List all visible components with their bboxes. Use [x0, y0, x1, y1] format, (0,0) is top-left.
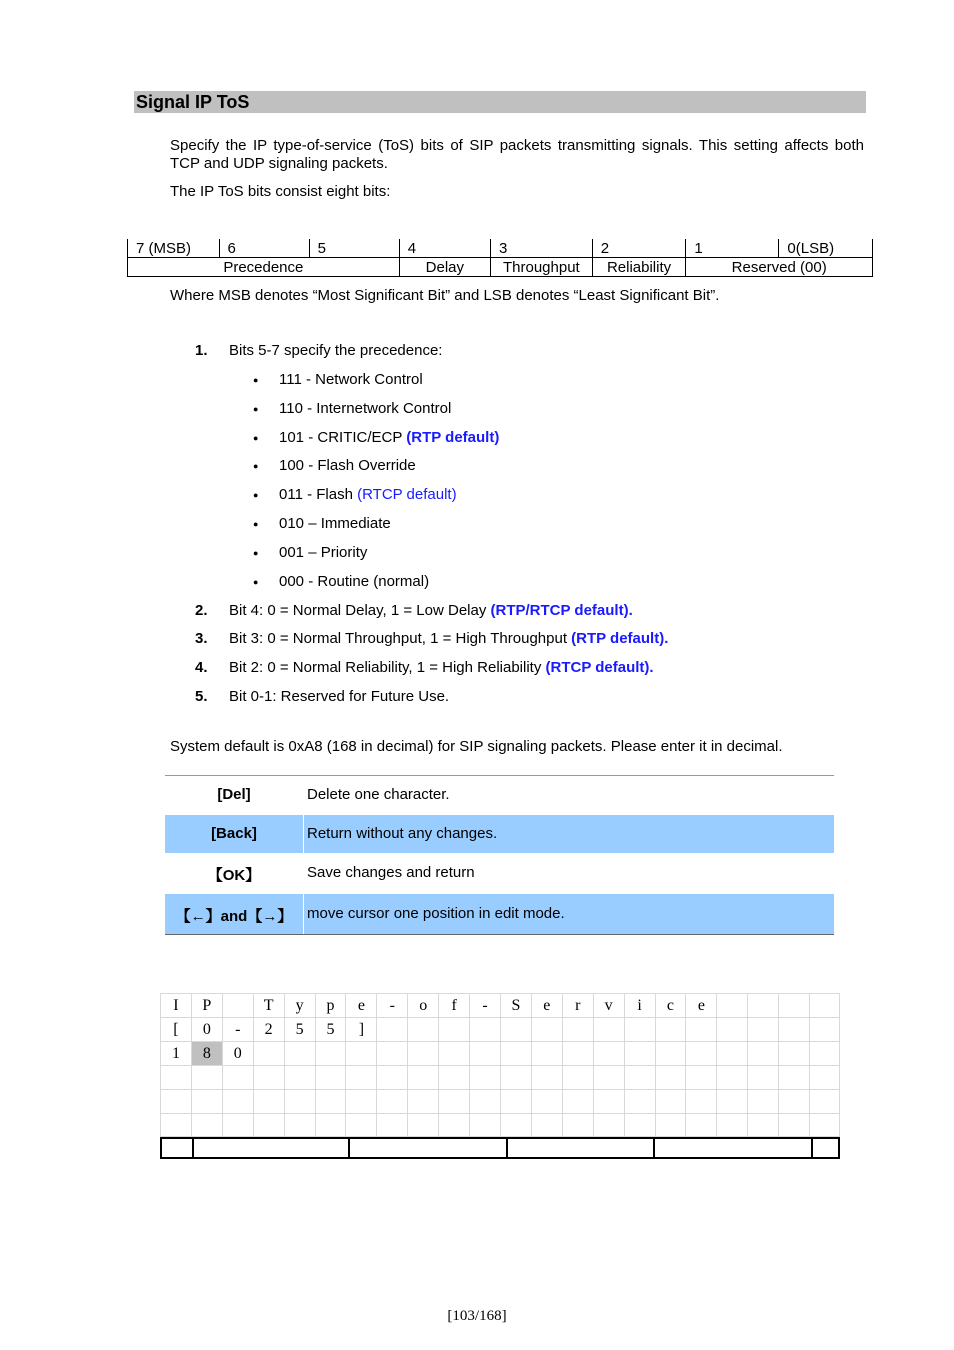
lcd-char — [377, 1066, 407, 1089]
lcd-char: T — [263, 997, 274, 1014]
lcd-char — [470, 1042, 500, 1065]
key-label: 【←】and【→】 — [175, 908, 293, 925]
lcd-char — [563, 1114, 593, 1137]
list-number: 1. — [195, 342, 208, 359]
lcd-char — [377, 1042, 407, 1065]
lcd-char: r — [575, 997, 581, 1014]
lcd-char — [223, 1090, 253, 1113]
list-item-text: Bit 4: 0 = Normal Delay, 1 = Low Delay (RTP/RTCP default). — [229, 602, 633, 619]
lcd-char — [439, 1018, 469, 1041]
lcd-char — [717, 1114, 747, 1137]
lcd-char: - — [389, 997, 395, 1014]
lcd-char: i — [637, 997, 642, 1014]
bullet-icon: ● — [253, 577, 259, 587]
lcd-cursor-cell: 8 — [192, 1042, 222, 1065]
softkey-divider — [192, 1139, 194, 1157]
lcd-char: - — [482, 997, 488, 1014]
key-label: [Back] — [211, 825, 257, 842]
lcd-char — [470, 1114, 500, 1137]
lcd-char — [656, 1066, 686, 1089]
key-row — [165, 853, 834, 893]
lcd-char — [439, 1090, 469, 1113]
lcd-char: ] — [358, 1021, 365, 1038]
lcd-char: S — [511, 997, 521, 1014]
softkey-divider — [506, 1139, 508, 1157]
lcd-char — [254, 1066, 284, 1089]
lcd-char — [254, 1114, 284, 1137]
key-label: [Del] — [217, 786, 251, 803]
list-item-text: Bit 0-1: Reserved for Future Use. — [229, 688, 450, 705]
lcd-char — [346, 1066, 376, 1089]
key-row — [165, 893, 834, 935]
key-label: 【OK】 — [207, 867, 261, 884]
lcd-char — [717, 1042, 747, 1065]
lcd-char — [563, 1066, 593, 1089]
list-item-text: Bits 5-7 specify the precedence: — [229, 342, 443, 359]
lcd-char: 0 — [233, 1045, 242, 1062]
page-number: [103/168] — [447, 1308, 507, 1324]
lcd-char — [717, 1018, 747, 1041]
list-number: 4. — [195, 659, 208, 676]
lcd-char — [810, 1042, 840, 1065]
bullet-icon: ● — [253, 548, 259, 558]
field-cell: Delay — [399, 258, 490, 277]
field-cell: Reliability — [592, 258, 686, 277]
lcd-char — [748, 1042, 778, 1065]
lcd-char — [285, 1042, 315, 1065]
lcd-char — [285, 1090, 315, 1113]
cell-divider — [303, 815, 304, 853]
key-row — [165, 776, 834, 814]
lcd-char: e — [543, 997, 551, 1014]
lcd-char — [686, 1018, 716, 1041]
bullet-icon: ● — [253, 433, 259, 443]
lcd-char — [717, 994, 747, 1017]
lcd-char — [408, 1042, 438, 1065]
field-cell: Reserved (00) — [686, 258, 873, 277]
lcd-char — [501, 1090, 531, 1113]
lcd-char — [686, 1066, 716, 1089]
lcd-char — [810, 994, 840, 1017]
lcd-char: P — [202, 997, 212, 1014]
bit-cell: 6 — [219, 239, 309, 258]
lcd-char — [625, 1042, 655, 1065]
bullet-icon: ● — [253, 461, 259, 471]
precedence-item: 110 - Internetwork Control — [279, 400, 452, 417]
bit-cell: 1 — [686, 239, 779, 258]
lcd-char: f — [451, 997, 457, 1014]
lcd-char — [377, 1018, 407, 1041]
bit-cell: 3 — [491, 239, 593, 258]
lcd-char — [501, 1114, 531, 1137]
lcd-char — [625, 1018, 655, 1041]
precedence-item: 101 - CRITIC/ECP (RTP default) — [279, 429, 500, 446]
lcd-grid — [160, 993, 840, 1137]
precedence-item: 100 - Flash Override — [279, 457, 416, 474]
softkey-divider — [348, 1139, 350, 1157]
lcd-char — [470, 1018, 500, 1041]
lcd-char — [192, 1090, 222, 1113]
lcd-char — [656, 1018, 686, 1041]
list-item-text: Bit 2: 0 = Normal Reliability, 1 = High Reliability (RTCP default). — [229, 659, 654, 676]
key-description: Return without any changes. — [307, 825, 498, 842]
lcd-char — [748, 994, 778, 1017]
bullet-icon: ● — [253, 519, 259, 529]
lcd-char — [346, 1042, 376, 1065]
softkey-divider — [653, 1139, 655, 1157]
lcd-char: - — [235, 1021, 241, 1038]
lcd-char — [686, 1042, 716, 1065]
lcd-char — [779, 1018, 809, 1041]
precedence-item: 011 - Flash (RTCP default) — [279, 486, 457, 503]
lcd-char — [594, 1114, 624, 1137]
lcd-char — [810, 1018, 840, 1041]
lcd-char — [408, 1090, 438, 1113]
bit-cell: 7 (MSB) — [128, 239, 220, 258]
lcd-char — [594, 1090, 624, 1113]
lcd-char: [ — [173, 1021, 179, 1038]
precedence-item: 010 – Immediate — [279, 515, 391, 532]
lcd-char — [161, 1066, 191, 1089]
lcd-char — [656, 1090, 686, 1113]
lcd-char: e — [697, 997, 705, 1014]
lcd-char — [501, 1018, 531, 1041]
system-default-note: System default is 0xA8 (168 in decimal) for SIP signaling packets. Please enter it in decimal. — [170, 738, 783, 755]
lcd-char — [625, 1090, 655, 1113]
lcd-char — [717, 1066, 747, 1089]
lcd-char: o — [419, 997, 428, 1014]
bit-cell: 4 — [399, 239, 490, 258]
lcd-char: v — [604, 997, 613, 1014]
bullet-icon: ● — [253, 490, 259, 500]
lcd-char — [748, 1018, 778, 1041]
precedence-item: 001 – Priority — [279, 544, 368, 561]
bit-number-row — [128, 239, 873, 258]
lcd-char — [594, 1066, 624, 1089]
lcd-char: 0 — [202, 1021, 211, 1038]
softkey-divider — [811, 1139, 813, 1157]
lcd-char — [532, 1114, 562, 1137]
lcd-char — [779, 1090, 809, 1113]
lcd-char — [810, 1066, 840, 1089]
precedence-item: 000 - Routine (normal) — [279, 573, 430, 590]
lcd-char — [563, 1018, 593, 1041]
lcd-char — [501, 1042, 531, 1065]
lcd-char — [254, 1090, 284, 1113]
key-description: Save changes and return — [307, 864, 475, 881]
list-number: 3. — [195, 630, 208, 647]
lcd-char — [625, 1066, 655, 1089]
lcd-char: p — [326, 997, 335, 1014]
lcd-char — [346, 1090, 376, 1113]
field-cell: Throughput — [491, 258, 593, 277]
lcd-char: I — [173, 997, 179, 1014]
lcd-char — [192, 1066, 222, 1089]
cell-divider — [303, 894, 304, 934]
lcd-char — [532, 1090, 562, 1113]
lcd-char: 5 — [326, 1021, 335, 1038]
softkey-bar — [160, 1137, 840, 1159]
lcd-char — [779, 1066, 809, 1089]
list-item-text: Bit 3: 0 = Normal Throughput, 1 = High Throughput (RTP default). — [229, 630, 669, 647]
lcd-char — [439, 1042, 469, 1065]
lcd-char — [161, 1114, 191, 1137]
bit-cell: 5 — [309, 239, 399, 258]
lcd-char: c — [666, 997, 675, 1014]
lcd-char — [532, 1018, 562, 1041]
lcd-char — [316, 1066, 346, 1089]
lcd-char — [748, 1114, 778, 1137]
lcd-char — [656, 1042, 686, 1065]
lcd-char — [408, 1018, 438, 1041]
key-description: Delete one character. — [307, 786, 450, 803]
section-title: Signal IP ToS — [136, 92, 250, 112]
lcd-screen — [160, 993, 840, 1161]
list-number: 2. — [195, 602, 208, 619]
intro-bits-sentence: The IP ToS bits consist eight bits: — [170, 183, 391, 200]
lcd-char — [594, 1042, 624, 1065]
lcd-char — [686, 1114, 716, 1137]
lcd-char — [223, 1114, 253, 1137]
lcd-char — [254, 1042, 284, 1065]
lcd-char — [717, 1090, 747, 1113]
lcd-char — [285, 1066, 315, 1089]
lcd-char — [563, 1090, 593, 1113]
bit-cell: 2 — [592, 239, 686, 258]
lcd-char — [377, 1090, 407, 1113]
lcd-char — [439, 1066, 469, 1089]
tos-bits-table — [127, 239, 873, 277]
field-cell: Precedence — [128, 258, 400, 277]
lcd-char — [532, 1066, 562, 1089]
list-number: 5. — [195, 688, 208, 705]
lcd-char — [285, 1114, 315, 1137]
lcd-char — [594, 1018, 624, 1041]
lcd-char — [656, 1114, 686, 1137]
lcd-char — [470, 1066, 500, 1089]
lcd-char — [501, 1066, 531, 1089]
lcd-char — [779, 1114, 809, 1137]
lcd-char — [748, 1090, 778, 1113]
lcd-char — [779, 994, 809, 1017]
msb-note: Where MSB denotes “Most Significant Bit” and LSB denotes “Least Significant Bit”. — [170, 287, 720, 304]
precedence-item: 111 - Network Control — [279, 371, 423, 388]
lcd-char — [316, 1042, 346, 1065]
key-description: move cursor one position in edit mode. — [307, 905, 565, 922]
lcd-char: 5 — [295, 1021, 304, 1038]
lcd-char — [439, 1114, 469, 1137]
lcd-char — [377, 1114, 407, 1137]
lcd-char — [779, 1042, 809, 1065]
lcd-char — [408, 1114, 438, 1137]
bullet-icon: ● — [253, 404, 259, 414]
lcd-char — [192, 1114, 222, 1137]
lcd-char — [223, 1066, 253, 1089]
lcd-char — [625, 1114, 655, 1137]
intro-paragraph: Specify the IP type-of-service (ToS) bits of SIP packets transmitting signals. This setting affects both TCP and UDP signaling packets. — [170, 137, 864, 172]
lcd-char — [563, 1042, 593, 1065]
lcd-char — [316, 1090, 346, 1113]
lcd-char — [408, 1066, 438, 1089]
lcd-char — [748, 1066, 778, 1089]
lcd-char: e — [357, 997, 365, 1014]
bit-field-row — [128, 258, 873, 277]
lcd-char — [161, 1090, 191, 1113]
key-row — [165, 814, 834, 853]
lcd-char: 1 — [171, 1045, 180, 1062]
lcd-char — [470, 1090, 500, 1113]
lcd-char — [316, 1114, 346, 1137]
lcd-char: y — [295, 997, 304, 1014]
lcd-char: 2 — [264, 1021, 273, 1038]
bullet-icon: ● — [253, 375, 259, 385]
key-table — [165, 775, 834, 925]
lcd-char — [223, 994, 253, 1017]
bit-cell: 0(LSB) — [779, 239, 873, 258]
lcd-char — [532, 1042, 562, 1065]
lcd-char — [810, 1114, 840, 1137]
lcd-char — [810, 1090, 840, 1113]
lcd-char — [346, 1114, 376, 1137]
lcd-char — [686, 1090, 716, 1113]
